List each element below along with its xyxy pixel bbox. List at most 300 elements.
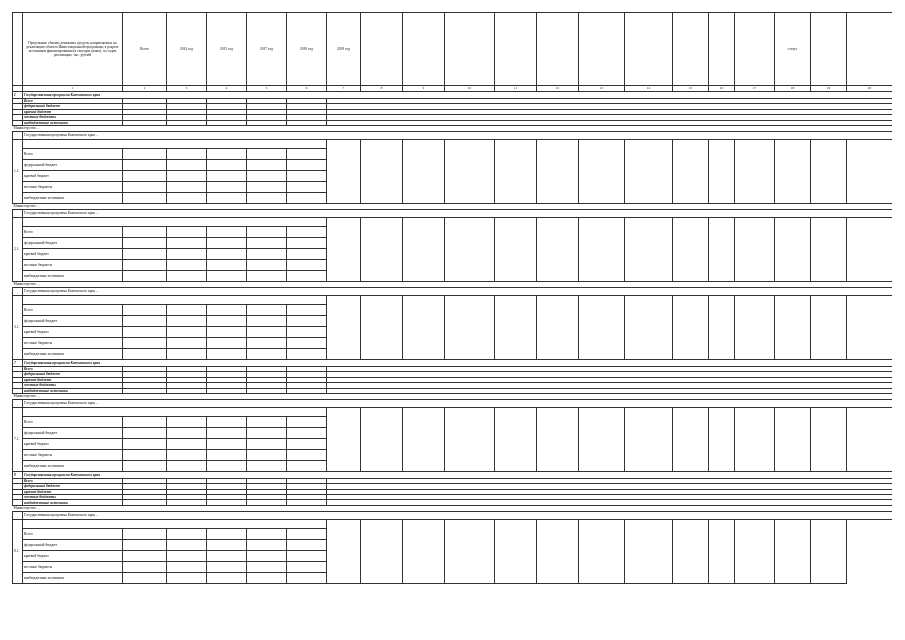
financing-amount bbox=[207, 572, 247, 583]
financing-amount bbox=[207, 259, 247, 270]
financing-source-label: внебюджетные источники bbox=[23, 460, 123, 471]
financing-amount bbox=[247, 226, 287, 237]
financing-amount bbox=[207, 248, 247, 259]
object-attribute bbox=[361, 519, 403, 583]
object-attribute bbox=[625, 139, 673, 203]
column-header: 2014 год bbox=[167, 13, 207, 86]
financing-amount bbox=[207, 326, 247, 337]
financing-amount bbox=[167, 449, 207, 460]
column-number: 6 bbox=[287, 86, 327, 92]
column-header: Всего bbox=[123, 13, 167, 86]
column-number: 4 bbox=[207, 86, 247, 92]
column-header bbox=[537, 13, 579, 86]
financing-amount bbox=[167, 528, 207, 539]
column-number: 15 bbox=[673, 86, 709, 92]
object-attribute bbox=[495, 139, 537, 203]
object-attribute bbox=[537, 519, 579, 583]
ministry-note: Министерство ... bbox=[13, 203, 893, 209]
financing-amount bbox=[207, 427, 247, 438]
subprogram-row bbox=[13, 511, 893, 519]
column-header: 2018 год bbox=[287, 13, 327, 86]
object-attribute bbox=[495, 217, 537, 281]
object-title-row bbox=[13, 139, 893, 148]
object-attribute bbox=[537, 295, 579, 359]
object-code: 8.1. bbox=[13, 519, 23, 583]
column-header bbox=[847, 13, 893, 86]
program-title: Государственная программа Камчатского края bbox=[23, 471, 893, 478]
financing-source-label: Всего bbox=[23, 148, 123, 159]
financing-amount bbox=[207, 539, 247, 550]
investment-program-sheet bbox=[12, 12, 892, 628]
object-attribute bbox=[361, 217, 403, 281]
financing-source-label: Всего bbox=[23, 226, 123, 237]
financing-amount bbox=[167, 326, 207, 337]
financing-source-label: местные бюджеты bbox=[23, 181, 123, 192]
object-attribute bbox=[327, 139, 361, 203]
financing-amount bbox=[247, 148, 287, 159]
column-number: 11 bbox=[495, 86, 537, 92]
column-number: 2 bbox=[123, 86, 167, 92]
financing-source-label: федеральный бюджет bbox=[23, 539, 123, 550]
object-title-row bbox=[13, 407, 893, 416]
financing-source-label: Всего bbox=[23, 304, 123, 315]
object-attribute bbox=[361, 295, 403, 359]
subprogram-blank bbox=[13, 209, 23, 217]
financing-amount bbox=[167, 550, 207, 561]
object-attribute bbox=[495, 295, 537, 359]
financing-amount bbox=[123, 561, 167, 572]
object-attribute bbox=[735, 139, 775, 203]
program-code: 7 bbox=[13, 359, 23, 366]
financing-amount bbox=[167, 181, 207, 192]
financing-amount bbox=[207, 438, 247, 449]
financing-amount bbox=[287, 449, 327, 460]
object-attribute bbox=[579, 519, 625, 583]
object-attribute bbox=[445, 139, 495, 203]
financing-amount bbox=[287, 226, 327, 237]
financing-amount bbox=[167, 561, 207, 572]
object-attribute bbox=[735, 407, 775, 471]
financing-source-label: внебюджетные источники bbox=[23, 348, 123, 359]
subprogram-text: Государственная программа Камчатского края ... bbox=[23, 399, 893, 407]
financing-amount bbox=[207, 348, 247, 359]
object-attribute bbox=[673, 519, 709, 583]
financing-amount bbox=[123, 539, 167, 550]
object-attribute bbox=[579, 295, 625, 359]
object-attribute bbox=[403, 139, 445, 203]
object-title bbox=[23, 139, 327, 148]
financing-source-label: местные бюджеты bbox=[23, 259, 123, 270]
column-header: Предельные объемы денежных средств, направляемых на реализацию объекта Инвестиционной программы, в разрезе источников финансирования (в текущих ценах), по годам реализации, тыс. рублей bbox=[23, 13, 123, 86]
column-header bbox=[495, 13, 537, 86]
subprogram-text: Государственная программа Камчатского края ... bbox=[23, 287, 893, 295]
financing-amount bbox=[167, 248, 207, 259]
financing-source-label: местные бюджеты bbox=[23, 449, 123, 460]
column-number: 5 bbox=[247, 86, 287, 92]
object-attribute bbox=[735, 519, 775, 583]
object-attribute bbox=[673, 139, 709, 203]
financing-amount bbox=[287, 348, 327, 359]
financing-amount bbox=[123, 550, 167, 561]
financing-source-label: краевой бюджет bbox=[23, 326, 123, 337]
financing-amount bbox=[167, 170, 207, 181]
object-attribute bbox=[579, 407, 625, 471]
column-number: 7 bbox=[327, 86, 361, 92]
financing-amount bbox=[287, 170, 327, 181]
object-attribute bbox=[495, 519, 537, 583]
financing-amount bbox=[287, 259, 327, 270]
financing-source-label: краевой бюджет bbox=[23, 170, 123, 181]
column-number: 1 bbox=[23, 86, 123, 92]
object-attribute bbox=[775, 295, 811, 359]
object-attribute bbox=[709, 519, 735, 583]
financing-amount bbox=[247, 237, 287, 248]
object-title bbox=[23, 295, 327, 304]
financing-amount bbox=[123, 460, 167, 471]
financing-amount bbox=[123, 148, 167, 159]
financing-source-label: внебюджетные источники bbox=[23, 388, 123, 393]
financing-amount bbox=[207, 449, 247, 460]
financing-amount bbox=[247, 416, 287, 427]
column-header bbox=[445, 13, 495, 86]
financing-amount bbox=[123, 438, 167, 449]
object-title bbox=[23, 407, 327, 416]
object-code: 1.1. bbox=[13, 139, 23, 203]
financing-amount bbox=[287, 148, 327, 159]
financing-source-label: Всего bbox=[23, 99, 123, 104]
object-attribute bbox=[361, 139, 403, 203]
object-attribute bbox=[403, 217, 445, 281]
financing-amount bbox=[287, 528, 327, 539]
financing-amount bbox=[207, 304, 247, 315]
program-row bbox=[13, 92, 893, 99]
financing-amount bbox=[207, 237, 247, 248]
object-code: 3.1. bbox=[13, 295, 23, 359]
subprogram-text: Государственная программа Камчатского края ... bbox=[23, 511, 893, 519]
column-number: 19 bbox=[811, 86, 847, 92]
financing-amount bbox=[123, 416, 167, 427]
object-attribute bbox=[811, 519, 847, 583]
object-title bbox=[23, 217, 327, 226]
financing-amount bbox=[247, 539, 287, 550]
column-header bbox=[709, 13, 735, 86]
financing-amount bbox=[287, 427, 327, 438]
financing-source-label: Всего bbox=[23, 416, 123, 427]
financing-amount bbox=[123, 248, 167, 259]
object-title bbox=[23, 519, 327, 528]
financing-amount bbox=[207, 528, 247, 539]
financing-amount bbox=[167, 270, 207, 281]
financing-amount bbox=[287, 460, 327, 471]
financing-source-label: краевой бюджет bbox=[23, 248, 123, 259]
financing-amount bbox=[207, 148, 247, 159]
program-title: Государственная программа Камчатского края bbox=[23, 92, 893, 99]
object-attribute bbox=[625, 217, 673, 281]
column-header bbox=[811, 13, 847, 86]
financing-source-label: местные бюджеты bbox=[23, 495, 123, 500]
object-attribute bbox=[327, 519, 361, 583]
ministry-note: Министерство ... bbox=[13, 125, 893, 131]
column-number: 14 bbox=[625, 86, 673, 92]
ministry-note: Министерство ... bbox=[13, 505, 893, 511]
financing-amount bbox=[167, 416, 207, 427]
financing-amount bbox=[287, 572, 327, 583]
financing-amount bbox=[123, 237, 167, 248]
column-header bbox=[735, 13, 775, 86]
financing-amount bbox=[247, 438, 287, 449]
column-number: 17 bbox=[735, 86, 775, 92]
financing-amount bbox=[167, 427, 207, 438]
financing-amount bbox=[123, 259, 167, 270]
financing-amount bbox=[207, 550, 247, 561]
financing-amount bbox=[123, 337, 167, 348]
financing-amount bbox=[247, 326, 287, 337]
column-header bbox=[673, 13, 709, 86]
object-title-row bbox=[13, 295, 893, 304]
object-attribute bbox=[811, 407, 847, 471]
financing-amount bbox=[247, 528, 287, 539]
financing-amount bbox=[207, 337, 247, 348]
financing-amount bbox=[247, 572, 287, 583]
financing-amount bbox=[123, 348, 167, 359]
subprogram-text: Государственная программа Камчатского края ... bbox=[23, 209, 893, 217]
column-number: 16 bbox=[709, 86, 735, 92]
column-header bbox=[579, 13, 625, 86]
financing-source-label: местные бюджеты bbox=[23, 115, 123, 120]
object-attribute bbox=[537, 217, 579, 281]
program-code: 1 bbox=[13, 92, 23, 99]
financing-amount bbox=[247, 337, 287, 348]
column-header: 2015 год bbox=[207, 13, 247, 86]
object-attribute bbox=[327, 217, 361, 281]
column-header: 2017 год bbox=[247, 13, 287, 86]
column-header bbox=[625, 13, 673, 86]
financing-amount bbox=[247, 460, 287, 471]
financing-amount bbox=[123, 315, 167, 326]
program-row bbox=[13, 359, 893, 366]
column-number: 10 bbox=[445, 86, 495, 92]
object-attribute bbox=[735, 217, 775, 281]
object-attribute bbox=[775, 217, 811, 281]
financing-amount bbox=[247, 304, 287, 315]
financing-amount bbox=[123, 192, 167, 203]
object-attribute bbox=[327, 295, 361, 359]
financing-source-label: внебюджетные источники bbox=[23, 500, 123, 505]
financing-source-label: внебюджетные источники bbox=[23, 270, 123, 281]
column-number: 13 bbox=[579, 86, 625, 92]
financing-source-label: Всего bbox=[23, 366, 123, 371]
object-attribute bbox=[445, 519, 495, 583]
financing-amount bbox=[287, 159, 327, 170]
object-attribute bbox=[673, 295, 709, 359]
subprogram-blank bbox=[13, 287, 23, 295]
financing-amount bbox=[287, 315, 327, 326]
financing-source-label: местные бюджеты bbox=[23, 383, 123, 388]
object-attribute bbox=[327, 407, 361, 471]
financing-amount bbox=[207, 181, 247, 192]
financing-amount bbox=[207, 270, 247, 281]
financing-amount bbox=[287, 248, 327, 259]
subprogram-text: Государственная программа Камчатского края ... bbox=[23, 131, 893, 139]
financing-amount bbox=[167, 337, 207, 348]
financing-amount bbox=[123, 170, 167, 181]
financing-amount bbox=[167, 438, 207, 449]
header-corner bbox=[13, 13, 23, 86]
financing-amount bbox=[287, 237, 327, 248]
financing-source-label: краевой бюджет bbox=[23, 438, 123, 449]
column-number: 3 bbox=[167, 86, 207, 92]
column-number: 12 bbox=[537, 86, 579, 92]
financing-amount bbox=[167, 304, 207, 315]
financing-amount bbox=[123, 270, 167, 281]
subprogram-row bbox=[13, 399, 893, 407]
object-attribute bbox=[403, 295, 445, 359]
object-attribute bbox=[709, 217, 735, 281]
object-code: 2.1. bbox=[13, 217, 23, 281]
subprogram-row bbox=[13, 209, 893, 217]
financing-amount bbox=[123, 572, 167, 583]
financing-amount bbox=[167, 539, 207, 550]
financing-source-label: федеральный бюджет bbox=[23, 315, 123, 326]
financing-amount bbox=[167, 192, 207, 203]
financing-amount bbox=[287, 416, 327, 427]
financing-amount bbox=[247, 550, 287, 561]
financing-source-label: федеральный бюджет bbox=[23, 484, 123, 489]
column-header: статус bbox=[775, 13, 811, 86]
financing-source-label: местные бюджеты bbox=[23, 561, 123, 572]
object-attribute bbox=[403, 407, 445, 471]
financing-source-label: федеральный бюджет bbox=[23, 237, 123, 248]
object-attribute bbox=[579, 217, 625, 281]
financing-amount bbox=[207, 192, 247, 203]
object-attribute bbox=[775, 139, 811, 203]
financing-amount bbox=[287, 550, 327, 561]
financing-source-label: Всего bbox=[23, 478, 123, 483]
financing-amount bbox=[167, 572, 207, 583]
object-attribute bbox=[495, 407, 537, 471]
object-attribute bbox=[625, 407, 673, 471]
ministry-note: Министерство ... bbox=[13, 393, 893, 399]
object-attribute bbox=[445, 407, 495, 471]
financing-amount bbox=[247, 270, 287, 281]
subprogram-blank bbox=[13, 399, 23, 407]
financing-amount bbox=[287, 192, 327, 203]
object-attribute bbox=[537, 139, 579, 203]
column-header bbox=[403, 13, 445, 86]
financing-amount bbox=[123, 304, 167, 315]
financing-amount bbox=[167, 315, 207, 326]
column-header bbox=[361, 13, 403, 86]
financing-amount bbox=[287, 337, 327, 348]
financing-amount bbox=[123, 159, 167, 170]
financing-amount bbox=[167, 259, 207, 270]
financing-amount bbox=[207, 315, 247, 326]
financing-amount bbox=[287, 438, 327, 449]
financing-source-label: краевой бюджет bbox=[23, 489, 123, 494]
financing-amount bbox=[123, 427, 167, 438]
financing-source-label: федеральный бюджет bbox=[23, 427, 123, 438]
object-attribute bbox=[811, 295, 847, 359]
program-row bbox=[13, 471, 893, 478]
object-attribute bbox=[811, 139, 847, 203]
object-title-row bbox=[13, 217, 893, 226]
financing-amount bbox=[287, 304, 327, 315]
financing-amount bbox=[247, 449, 287, 460]
financing-amount bbox=[287, 326, 327, 337]
object-attribute bbox=[775, 407, 811, 471]
financing-amount bbox=[207, 460, 247, 471]
object-attribute bbox=[361, 407, 403, 471]
financing-amount bbox=[247, 427, 287, 438]
financing-amount bbox=[207, 416, 247, 427]
column-number: 20 bbox=[847, 86, 893, 92]
program-title: Государственная программа Камчатского края bbox=[23, 359, 893, 366]
object-code: 7.1. bbox=[13, 407, 23, 471]
financing-source-label: федеральный бюджет bbox=[23, 104, 123, 109]
program-code: 8 bbox=[13, 471, 23, 478]
object-attribute bbox=[709, 407, 735, 471]
object-attribute bbox=[811, 217, 847, 281]
financing-amount bbox=[247, 159, 287, 170]
object-attribute bbox=[673, 217, 709, 281]
object-attribute bbox=[579, 139, 625, 203]
financing-source-label: краевой бюджет bbox=[23, 109, 123, 114]
object-attribute bbox=[709, 295, 735, 359]
object-attribute bbox=[775, 519, 811, 583]
object-attribute bbox=[537, 407, 579, 471]
financing-source-label: краевой бюджет bbox=[23, 377, 123, 382]
financing-amount bbox=[207, 159, 247, 170]
financing-source-label: внебюджетные источники bbox=[23, 120, 123, 125]
financing-amount bbox=[167, 226, 207, 237]
financing-amount bbox=[247, 348, 287, 359]
financing-source-label: внебюджетные источники bbox=[23, 192, 123, 203]
object-title-row bbox=[13, 519, 893, 528]
column-number: 18 bbox=[775, 86, 811, 92]
object-attribute bbox=[445, 295, 495, 359]
financing-amount bbox=[167, 237, 207, 248]
financing-amount bbox=[167, 348, 207, 359]
financing-amount bbox=[167, 159, 207, 170]
object-attribute bbox=[445, 217, 495, 281]
financing-amount bbox=[123, 226, 167, 237]
object-attribute bbox=[735, 295, 775, 359]
object-attribute bbox=[673, 407, 709, 471]
financing-source-label: федеральный бюджет bbox=[23, 159, 123, 170]
financing-source-label: федеральный бюджет bbox=[23, 372, 123, 377]
subprogram-row bbox=[13, 287, 893, 295]
financing-amount bbox=[247, 315, 287, 326]
object-attribute bbox=[403, 519, 445, 583]
financing-amount bbox=[123, 528, 167, 539]
financing-amount bbox=[167, 148, 207, 159]
subprogram-blank bbox=[13, 131, 23, 139]
financing-amount bbox=[287, 181, 327, 192]
subprogram-row bbox=[13, 131, 893, 139]
financing-amount bbox=[207, 561, 247, 572]
financing-source-label: краевой бюджет bbox=[23, 550, 123, 561]
financing-amount bbox=[123, 326, 167, 337]
financing-amount bbox=[247, 170, 287, 181]
financing-source-label: местные бюджеты bbox=[23, 337, 123, 348]
column-number: 9 bbox=[403, 86, 445, 92]
financing-amount bbox=[123, 181, 167, 192]
financing-amount bbox=[287, 539, 327, 550]
financing-amount bbox=[287, 561, 327, 572]
financing-amount bbox=[247, 259, 287, 270]
financing-amount bbox=[123, 449, 167, 460]
financing-source-label: Всего bbox=[23, 528, 123, 539]
